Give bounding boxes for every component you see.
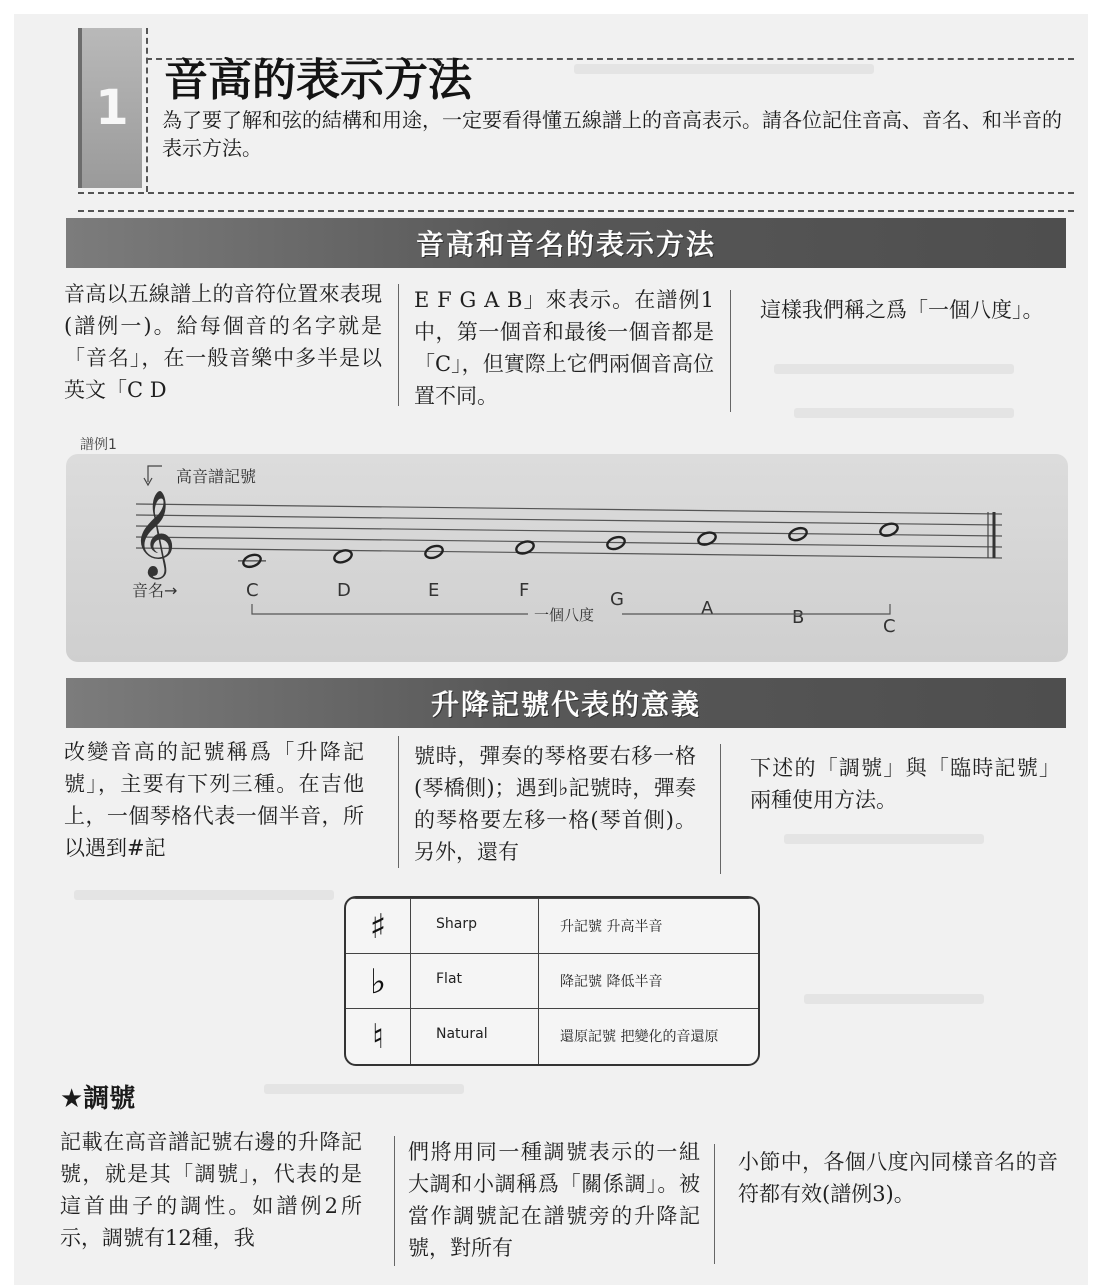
header-dash-bottom-2 [78, 210, 1074, 212]
section3-col3: 小節中，各個八度內同樣音名的音符都有效(譜例3)。 [738, 1150, 1058, 1206]
section-bar-accidentals [66, 678, 1066, 728]
accidentals-table [344, 896, 760, 1066]
bleed-through [784, 834, 984, 844]
column-separator [398, 284, 399, 406]
bleed-through [574, 64, 874, 74]
section1-col1: 音高以五線譜上的音符位置來表現(譜例一)。給每個音的名字就是「音名」，在一般音樂中多半是以英文「C D [64, 282, 382, 402]
note-name-label: 音名→ [132, 581, 178, 600]
note-name: G [610, 589, 624, 610]
accidental-description: 還原記號 把變化的音還原 [560, 1029, 719, 1045]
accidental-name: Flat [436, 971, 463, 987]
book-page [14, 14, 1088, 1285]
section2-col3: 下述的「調號」與「臨時記號」兩種使用方法。 [750, 756, 1060, 812]
accidental-description: 升記號 升高半音 [560, 919, 663, 935]
header-dash-vertical [146, 28, 148, 192]
staff-lines [136, 504, 1002, 558]
chapter-title: 音高的表示方法 [164, 55, 472, 106]
flat-icon: ♭ [369, 961, 387, 1002]
accidental-name: Sharp [436, 916, 477, 932]
accidental-description: 降記號 降低半音 [560, 974, 663, 990]
accidental-name: Natural [436, 1026, 488, 1042]
octave-bracket-right [622, 604, 890, 614]
note-name: C [246, 580, 259, 601]
section-heading: 升降記號代表的意義 [430, 688, 701, 721]
treble-staff [66, 454, 1068, 662]
chapter-description: 為了要了解和弦的結構和用途，一定要看得懂五線譜上的音高表示。請各位記住音高、音名、和半音的表示方法。 [162, 108, 1062, 160]
clef-pointer-arrow [148, 466, 162, 482]
note-name: B [792, 607, 805, 628]
column-separator [398, 736, 399, 868]
section3-col1: 記載在高音譜記號右邊的升降記號，就是其「調號」，代表的是這首曲子的調性。如譜例2所示，調號有12種，我 [60, 1130, 362, 1250]
key-signature-heading: ★調號 [60, 1084, 136, 1114]
note-name: F [519, 580, 530, 601]
chapter-number: 1 [78, 28, 142, 188]
section2-col2: 號時，彈奏的琴格要右移一格(琴橋側)；遇到♭記號時，彈奏的琴格要左移一格(琴首側)。另外，還有 [414, 744, 696, 864]
note-c [238, 553, 266, 569]
section1-col3: 這樣我們稱之爲「一個八度」。 [760, 298, 1044, 322]
example-label: 譜例1 [80, 437, 117, 453]
column-separator [720, 744, 721, 874]
bleed-through [264, 1084, 464, 1094]
octave-bracket-left [252, 604, 528, 614]
natural-icon: ♮ [371, 1016, 385, 1057]
table-row [346, 1008, 758, 1064]
column-separator [730, 290, 731, 412]
section2-col1: 改變音高的記號稱爲「升降記號」，主要有下列三種。在吉他上，一個琴格代表一個半音，所以遇到#記 [64, 740, 364, 860]
note-name: D [337, 580, 351, 601]
column-separator [714, 1144, 715, 1264]
note-name: C [883, 616, 896, 637]
table-row [346, 953, 758, 1009]
section3-col2: 們將用同一種調號表示的一組大調和小調稱爲「關係調」。被當作調號記在譜號旁的升降記號，對所有 [408, 1140, 700, 1260]
octave-label: 一個八度 [534, 606, 595, 624]
sharp-icon: ♯ [369, 906, 387, 947]
bleed-through [804, 994, 984, 1004]
bleed-through [794, 408, 1014, 418]
header-dash-bottom [78, 192, 1074, 194]
bleed-through [74, 890, 334, 900]
bleed-through [774, 364, 1014, 374]
treble-clef-icon: 𝄞 [132, 490, 176, 576]
note-name: E [428, 580, 440, 601]
clef-label: 高音譜記號 [176, 467, 257, 486]
table-row [346, 898, 758, 954]
staff-example [66, 454, 1068, 662]
column-separator [394, 1136, 395, 1266]
note-name: A [701, 598, 714, 619]
section-heading: 音高和音名的表示方法 [415, 228, 716, 261]
section-bar-pitch-names [66, 218, 1066, 268]
section1-col2: E F G A B」來表示。在譜例1中，第一個音和最後一個音都是「C」，但實際上它們兩個音高位置不同。 [414, 288, 714, 408]
